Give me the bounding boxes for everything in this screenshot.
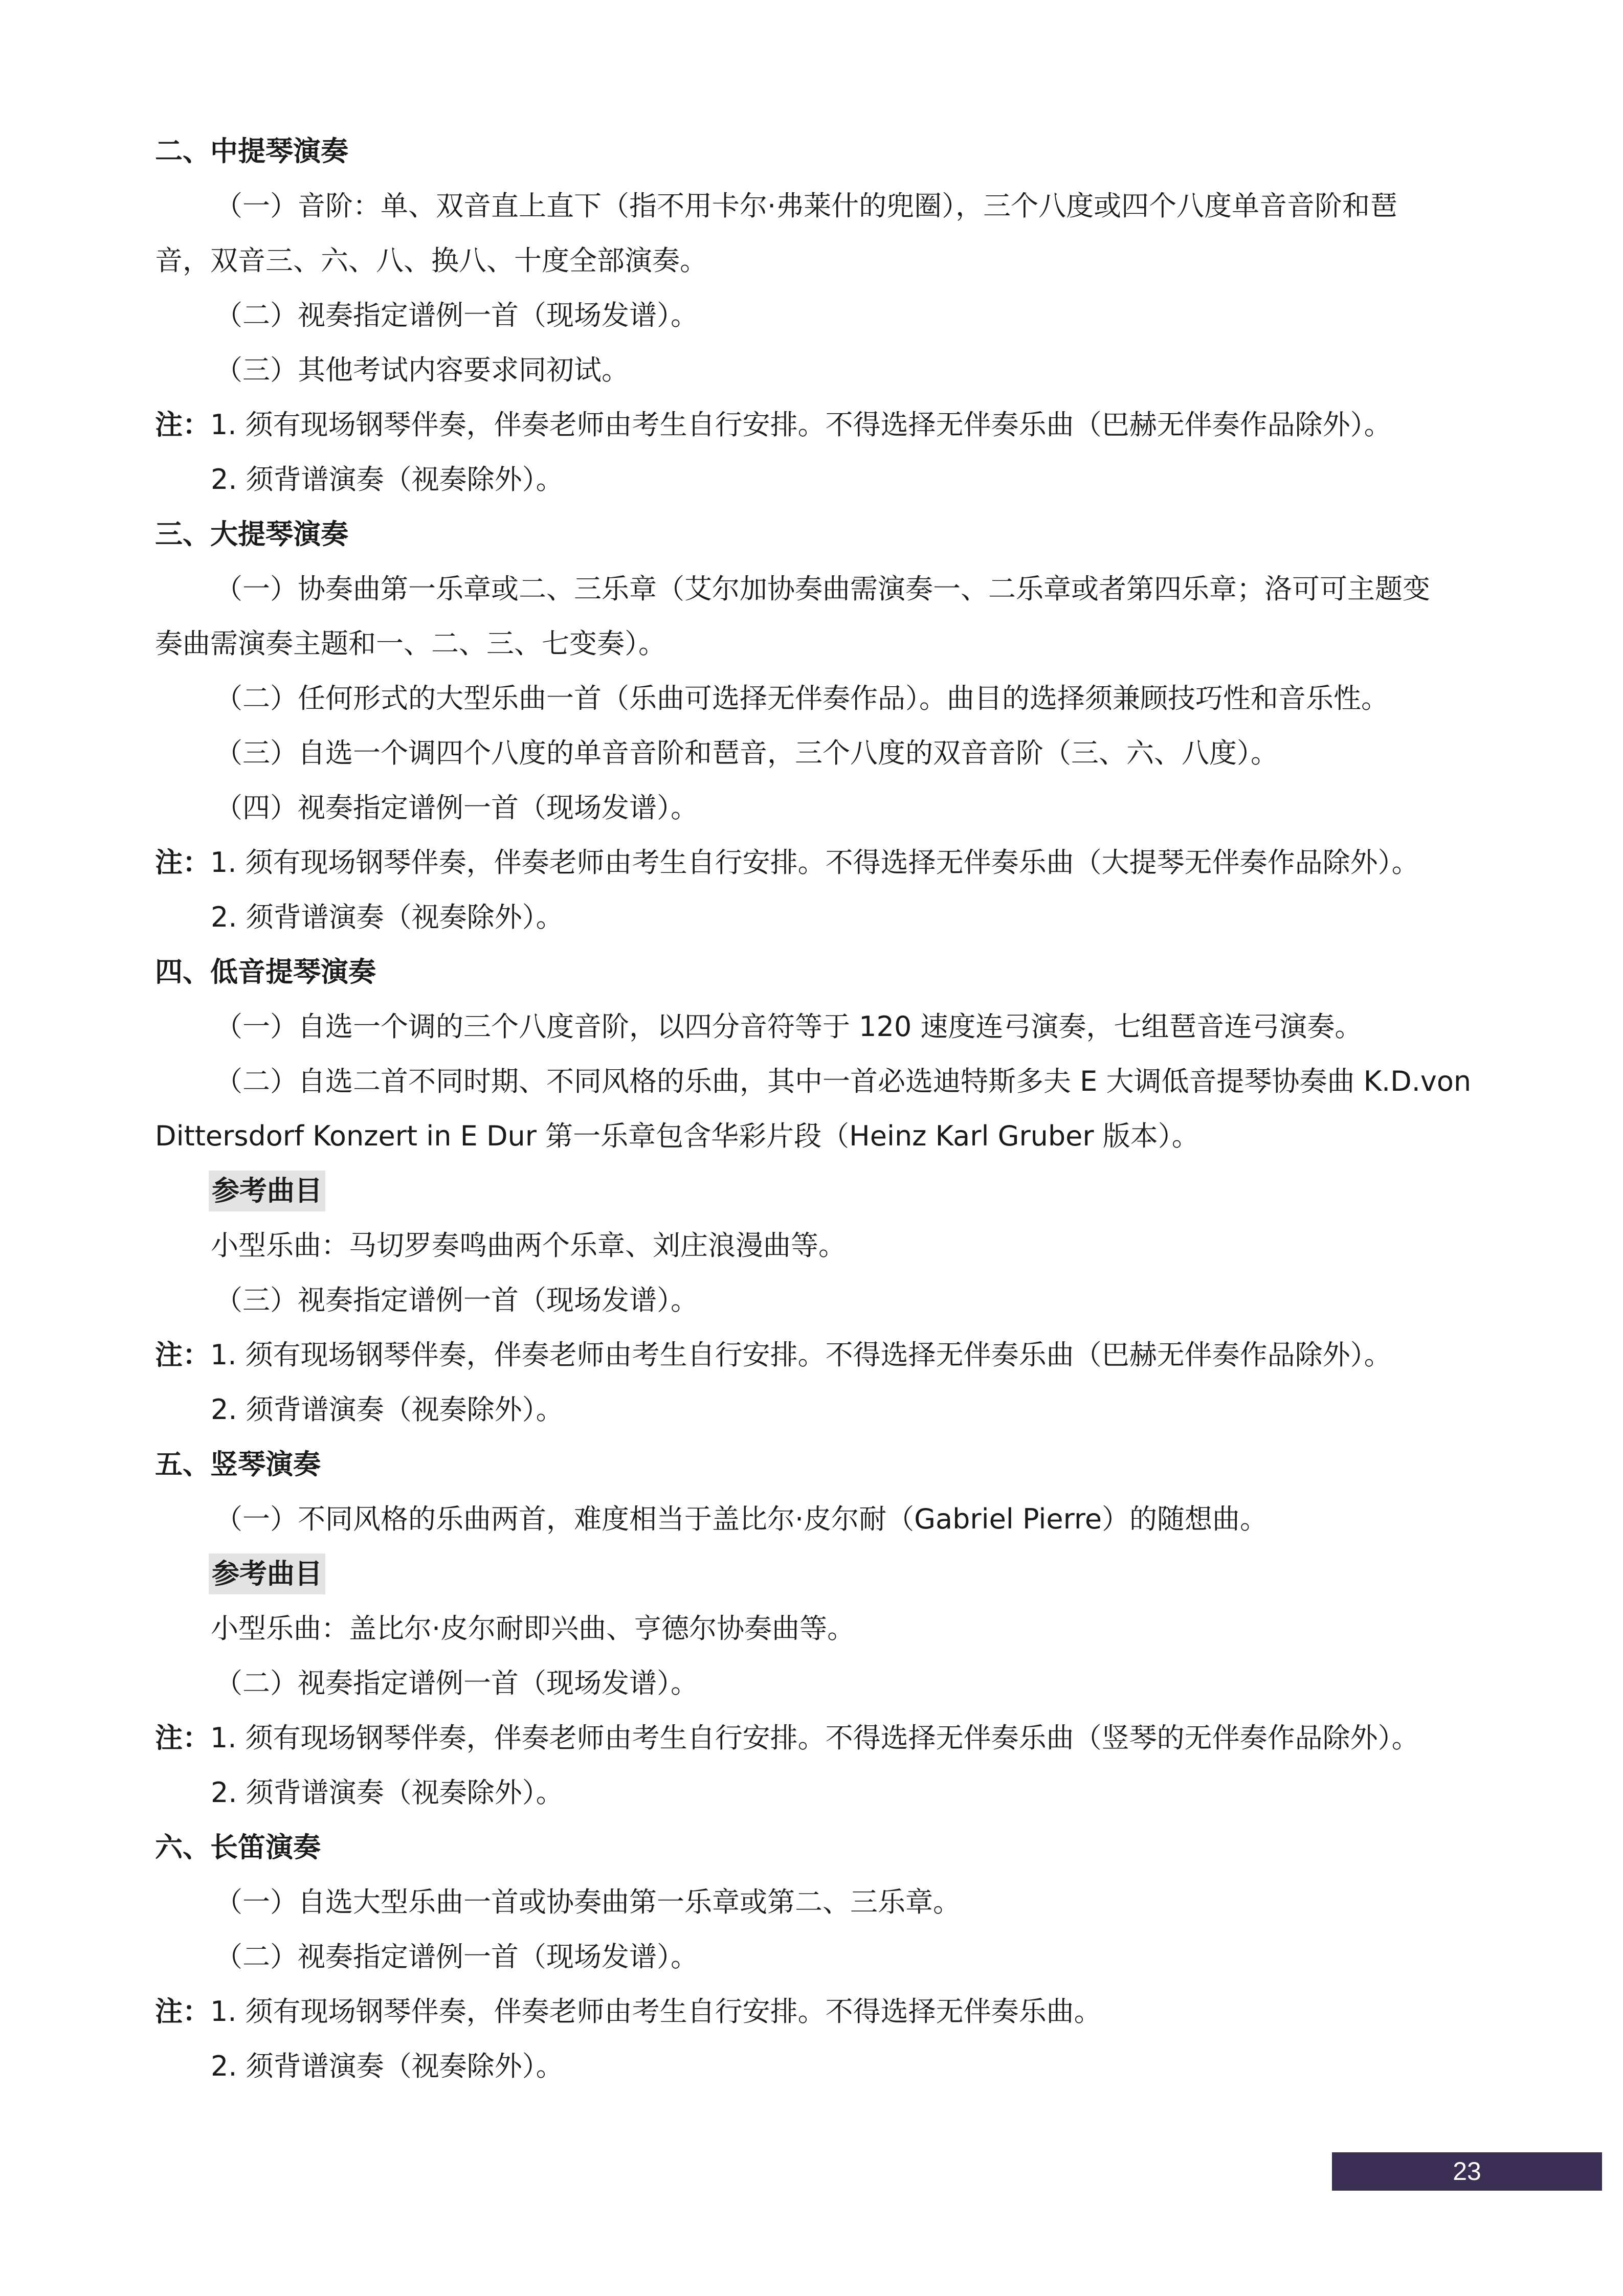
note-text: 1. 须有现场钢琴伴奏，伴奏老师由考生自行安排。不得选择无伴奏乐曲。 xyxy=(210,1995,1102,2028)
note-prefix: 注： xyxy=(155,1722,210,1754)
viola-note-1 xyxy=(155,404,1392,445)
flute-item-1: （一）自选大型乐曲一首或协奏曲第一乐章或第二、三乐章。 xyxy=(215,1886,961,1918)
note-text: 1. 须有现场钢琴伴奏，伴奏老师由考生自行安排。不得选择无伴奏乐曲（巴赫无伴奏作品除外）。 xyxy=(210,409,1392,441)
viola-item-3: （三）其他考试内容要求同初试。 xyxy=(215,354,629,386)
note-text: 1. 须有现场钢琴伴奏，伴奏老师由考生自行安排。不得选择无伴奏乐曲（大提琴无伴奏作品除外）。 xyxy=(210,846,1419,879)
note-prefix: 注： xyxy=(155,846,210,879)
double-bass-item-2-line-1: （二）自选二首不同时期、不同风格的乐曲，其中一首必选迪特斯多夫 E 大调低音提琴协奏曲 K.D.von xyxy=(215,1065,1472,1097)
cello-item-3: （三）自选一个调四个八度的单音音阶和琶音，三个八度的双音音阶（三、六、八度）。 xyxy=(215,737,1278,769)
flute-note-1 xyxy=(155,1991,1102,2032)
cello-item-1-line-2: 奏曲需演奏主题和一、二、三、七变奏）。 xyxy=(155,627,666,660)
section-heading-harp: 五、竖琴演奏 xyxy=(155,1448,321,1480)
note-prefix: 注： xyxy=(155,1339,210,1371)
cello-note-2: 2. 须背谱演奏（视奏除外）。 xyxy=(211,901,564,933)
viola-item-1-line-1: （一）音阶：单、双音直上直下（指不用卡尔·弗莱什的兜圈），三个八度或四个八度单音音阶和琶 xyxy=(215,190,1398,222)
note-text: 1. 须有现场钢琴伴奏，伴奏老师由考生自行安排。不得选择无伴奏乐曲（巴赫无伴奏作品除外）。 xyxy=(210,1339,1392,1371)
viola-note-2: 2. 须背谱演奏（视奏除外）。 xyxy=(211,463,564,496)
note-text: 1. 须有现场钢琴伴奏，伴奏老师由考生自行安排。不得选择无伴奏乐曲（竖琴的无伴奏作品除外）。 xyxy=(210,1722,1419,1754)
double-bass-reference-text: 小型乐曲：马切罗奏鸣曲两个乐章、刘庄浪漫曲等。 xyxy=(211,1229,846,1262)
section-heading-viola: 二、中提琴演奏 xyxy=(155,135,348,167)
double-bass-item-1: （一）自选一个调的三个八度音阶，以四分音符等于 120 速度连弓演奏，七组琶音连弓演奏。 xyxy=(215,1010,1363,1043)
note-prefix: 注： xyxy=(155,409,210,441)
flute-note-2: 2. 须背谱演奏（视奏除外）。 xyxy=(211,2050,564,2082)
section-heading-double-bass: 四、低音提琴演奏 xyxy=(155,956,376,988)
harp-note-2: 2. 须背谱演奏（视奏除外）。 xyxy=(211,1776,564,1809)
flute-item-2: （二）视奏指定谱例一首（现场发谱）。 xyxy=(215,1941,698,1973)
page-number-bar xyxy=(1332,2152,1602,2191)
note-prefix: 注： xyxy=(155,1995,210,2028)
section-heading-cello: 三、大提琴演奏 xyxy=(155,518,348,550)
page-number: 23 xyxy=(1453,2157,1481,2186)
cello-item-1-line-1: （一）协奏曲第一乐章或二、三乐章（艾尔加协奏曲需演奏一、二乐章或者第四乐章；洛可可主题变 xyxy=(215,573,1430,605)
double-bass-note-1 xyxy=(155,1335,1392,1376)
double-bass-item-2-line-2: Dittersdorf Konzert in E Dur 第一乐章包含华彩片段（Heinz Karl Gruber 版本）。 xyxy=(155,1120,1199,1152)
harp-note-1 xyxy=(155,1718,1419,1759)
harp-item-1: （一）不同风格的乐曲两首，难度相当于盖比尔·皮尔耐（Gabriel Pierre）的随想曲。 xyxy=(215,1503,1268,1535)
harp-reference-label: 参考曲目 xyxy=(209,1554,325,1594)
cello-note-1 xyxy=(155,842,1419,883)
viola-item-2: （二）视奏指定谱例一首（现场发谱）。 xyxy=(215,299,698,331)
harp-reference-text: 小型乐曲：盖比尔·皮尔耐即兴曲、亨德尔协奏曲等。 xyxy=(211,1612,855,1645)
cello-item-4: （四）视奏指定谱例一首（现场发谱）。 xyxy=(215,792,698,824)
section-heading-flute: 六、长笛演奏 xyxy=(155,1831,321,1863)
double-bass-note-2: 2. 须背谱演奏（视奏除外）。 xyxy=(211,1393,564,1426)
viola-item-1-line-2: 音，双音三、六、八、换八、十度全部演奏。 xyxy=(155,244,707,277)
cello-item-2: （二）任何形式的大型乐曲一首（乐曲可选择无伴奏作品）。曲目的选择须兼顾技巧性和音乐性。 xyxy=(215,682,1389,714)
double-bass-reference-label: 参考曲目 xyxy=(209,1170,325,1211)
harp-item-2: （二）视奏指定谱例一首（现场发谱）。 xyxy=(215,1667,698,1699)
double-bass-item-3: （三）视奏指定谱例一首（现场发谱）。 xyxy=(215,1284,698,1316)
